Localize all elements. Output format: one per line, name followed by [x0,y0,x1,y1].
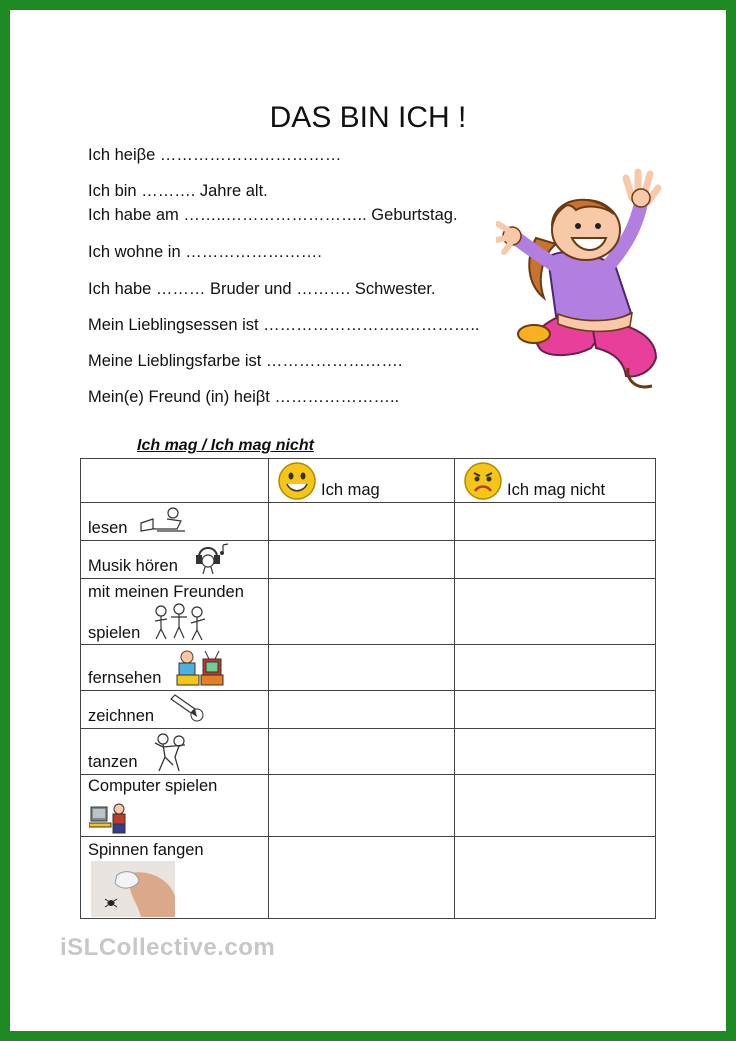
table-row [81,837,656,919]
row-label-fernsehen: fernsehen [88,669,162,687]
line-age: Ich bin ………. Jahre alt. [88,182,268,200]
row-label-freunden-line1: mit meinen Freunden [88,583,244,601]
reading-icon [137,505,189,535]
row-label-musik-horen: Musik hören [88,557,178,575]
table-row [81,541,656,579]
dislike-checkbox-cell[interactable] [455,503,656,541]
line-name: Ich heiβe …………………………… [88,146,342,164]
table-header-row [81,459,656,503]
table-row [81,775,656,837]
site-watermark: iSLCollective.com [60,934,276,961]
row-label-zeichnen: zeichnen [88,707,155,725]
row-label-tanzen: tanzen [88,753,138,771]
line-siblings: Ich habe ……… Bruder und ………. Schwester. [88,280,436,298]
header-dislike-cell [455,459,656,503]
like-checkbox-cell[interactable] [269,729,455,775]
dislike-checkbox-cell[interactable] [455,775,656,837]
row-label-computer-spielen: Computer spielen [88,777,218,795]
like-checkbox-cell[interactable] [269,541,455,579]
row-label-freunden-line2: spielen [88,624,141,642]
line-favorite-food: Mein Lieblingsessen ist ……………………..………….. [88,316,480,334]
dancing-icon [145,731,193,773]
like-checkbox-cell[interactable] [269,775,455,837]
like-checkbox-cell[interactable] [269,691,455,729]
like-checkbox-cell[interactable] [269,579,455,645]
row-label-lesen: lesen [88,519,128,537]
table-title: Ich mag / Ich mag nicht [137,437,314,454]
line-friend: Mein(e) Freund (in) heiβt ………………….. [88,388,400,406]
column-header-ich-mag-nicht: Ich mag nicht [507,481,606,499]
table-row [81,729,656,775]
worksheet-title: DAS BIN ICH ! [269,101,467,134]
jumping-girl-illustration [496,158,664,394]
table-row [81,645,656,691]
dislike-checkbox-cell[interactable] [455,645,656,691]
row-label-cell [81,579,269,645]
headphones-music-icon [193,541,229,575]
table-row [81,503,656,541]
row-label-cell [81,691,269,729]
line-favorite-color: Meine Lieblingsfarbe ist ……………………. [88,352,403,370]
happy-smiley-icon [277,461,317,501]
row-label-cell [81,775,269,837]
row-label-cell [81,503,269,541]
row-label-cell [81,729,269,775]
row-label-cell [81,837,269,919]
computer-kid-icon [89,799,131,835]
likes-table [80,458,656,919]
dislike-checkbox-cell[interactable] [455,691,656,729]
pencil-drawing-icon [167,693,205,723]
dislike-checkbox-cell[interactable] [455,729,656,775]
friends-playing-icon [151,603,209,641]
header-empty-cell [81,459,269,503]
column-header-ich-mag: Ich mag [321,481,380,499]
row-label-cell [81,645,269,691]
row-label-spinnen-fangen: Spinnen fangen [88,841,204,859]
line-residence: Ich wohne in ……………………. [88,243,322,261]
dislike-checkbox-cell[interactable] [455,579,656,645]
tv-watching-icon [175,647,225,687]
header-like-cell [269,459,455,503]
dislike-checkbox-cell[interactable] [455,541,656,579]
spider-hand-photo [91,861,175,917]
dislike-checkbox-cell[interactable] [455,837,656,919]
sad-smiley-icon [463,461,503,501]
line-birthday: Ich habe am ……..…………………….. Geburtstag. [88,206,458,224]
like-checkbox-cell[interactable] [269,645,455,691]
row-label-cell [81,541,269,579]
like-checkbox-cell[interactable] [269,503,455,541]
like-checkbox-cell[interactable] [269,837,455,919]
table-row [81,579,656,645]
table-row [81,691,656,729]
